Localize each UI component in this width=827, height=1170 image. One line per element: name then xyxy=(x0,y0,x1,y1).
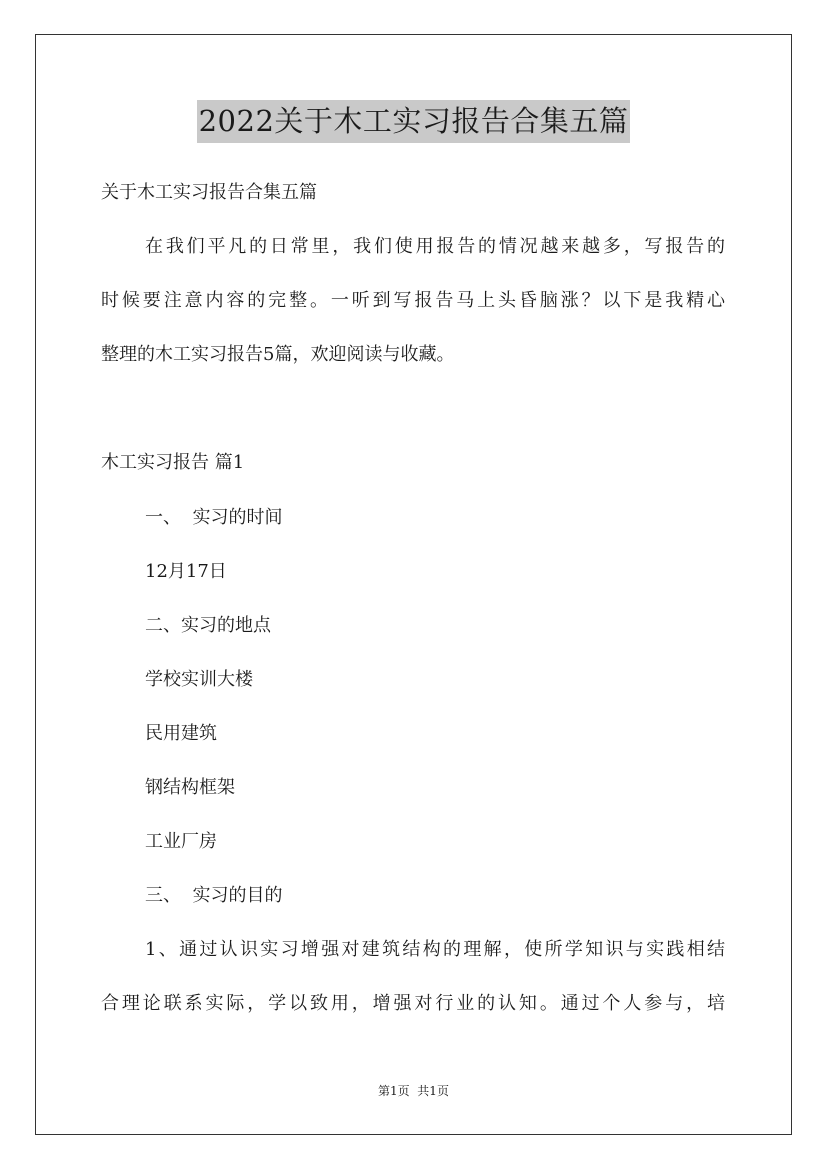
intro-line-3: 整理的木工实习报告5篇，欢迎阅读与收藏。 xyxy=(101,344,455,365)
document-subtitle: 关于木工实习报告合集五篇 xyxy=(101,182,317,203)
document-title-text: 2022关于木工实习报告合集五篇 xyxy=(197,100,631,143)
list-item-purpose-heading: 三、 实习的目的 xyxy=(145,885,283,906)
list-item-steel: 钢结构框架 xyxy=(145,777,235,798)
page-footer xyxy=(0,1083,827,1099)
list-item-location-heading: 二、实习的地点 xyxy=(145,615,271,636)
intro-line-1: 在我们平凡的日常里，我们使用报告的情况越来越多，写报告的 xyxy=(145,236,725,257)
document-title xyxy=(0,100,827,143)
intro-line-2: 时候要注意内容的完整。一听到写报告马上头昏脑涨？以下是我精心 xyxy=(101,290,725,311)
list-item-factory: 工业厂房 xyxy=(145,831,217,852)
body-line-2: 合理论联系实际，学以致用，增强对行业的认知。通过个人参与，培 xyxy=(101,993,725,1014)
body-line-1: 1、通过认识实习增强对建筑结构的理解，使所学知识与实践相结 xyxy=(145,939,725,960)
list-item-date: 12月17日 xyxy=(145,561,227,582)
list-item-time-heading: 一、 实习的时间 xyxy=(145,507,283,528)
list-item-civil: 民用建筑 xyxy=(145,723,217,744)
section-heading: 木工实习报告 篇1 xyxy=(101,452,245,473)
page-number: 第1页 共1页 xyxy=(378,1084,449,1098)
list-item-location: 学校实训大楼 xyxy=(145,669,253,690)
